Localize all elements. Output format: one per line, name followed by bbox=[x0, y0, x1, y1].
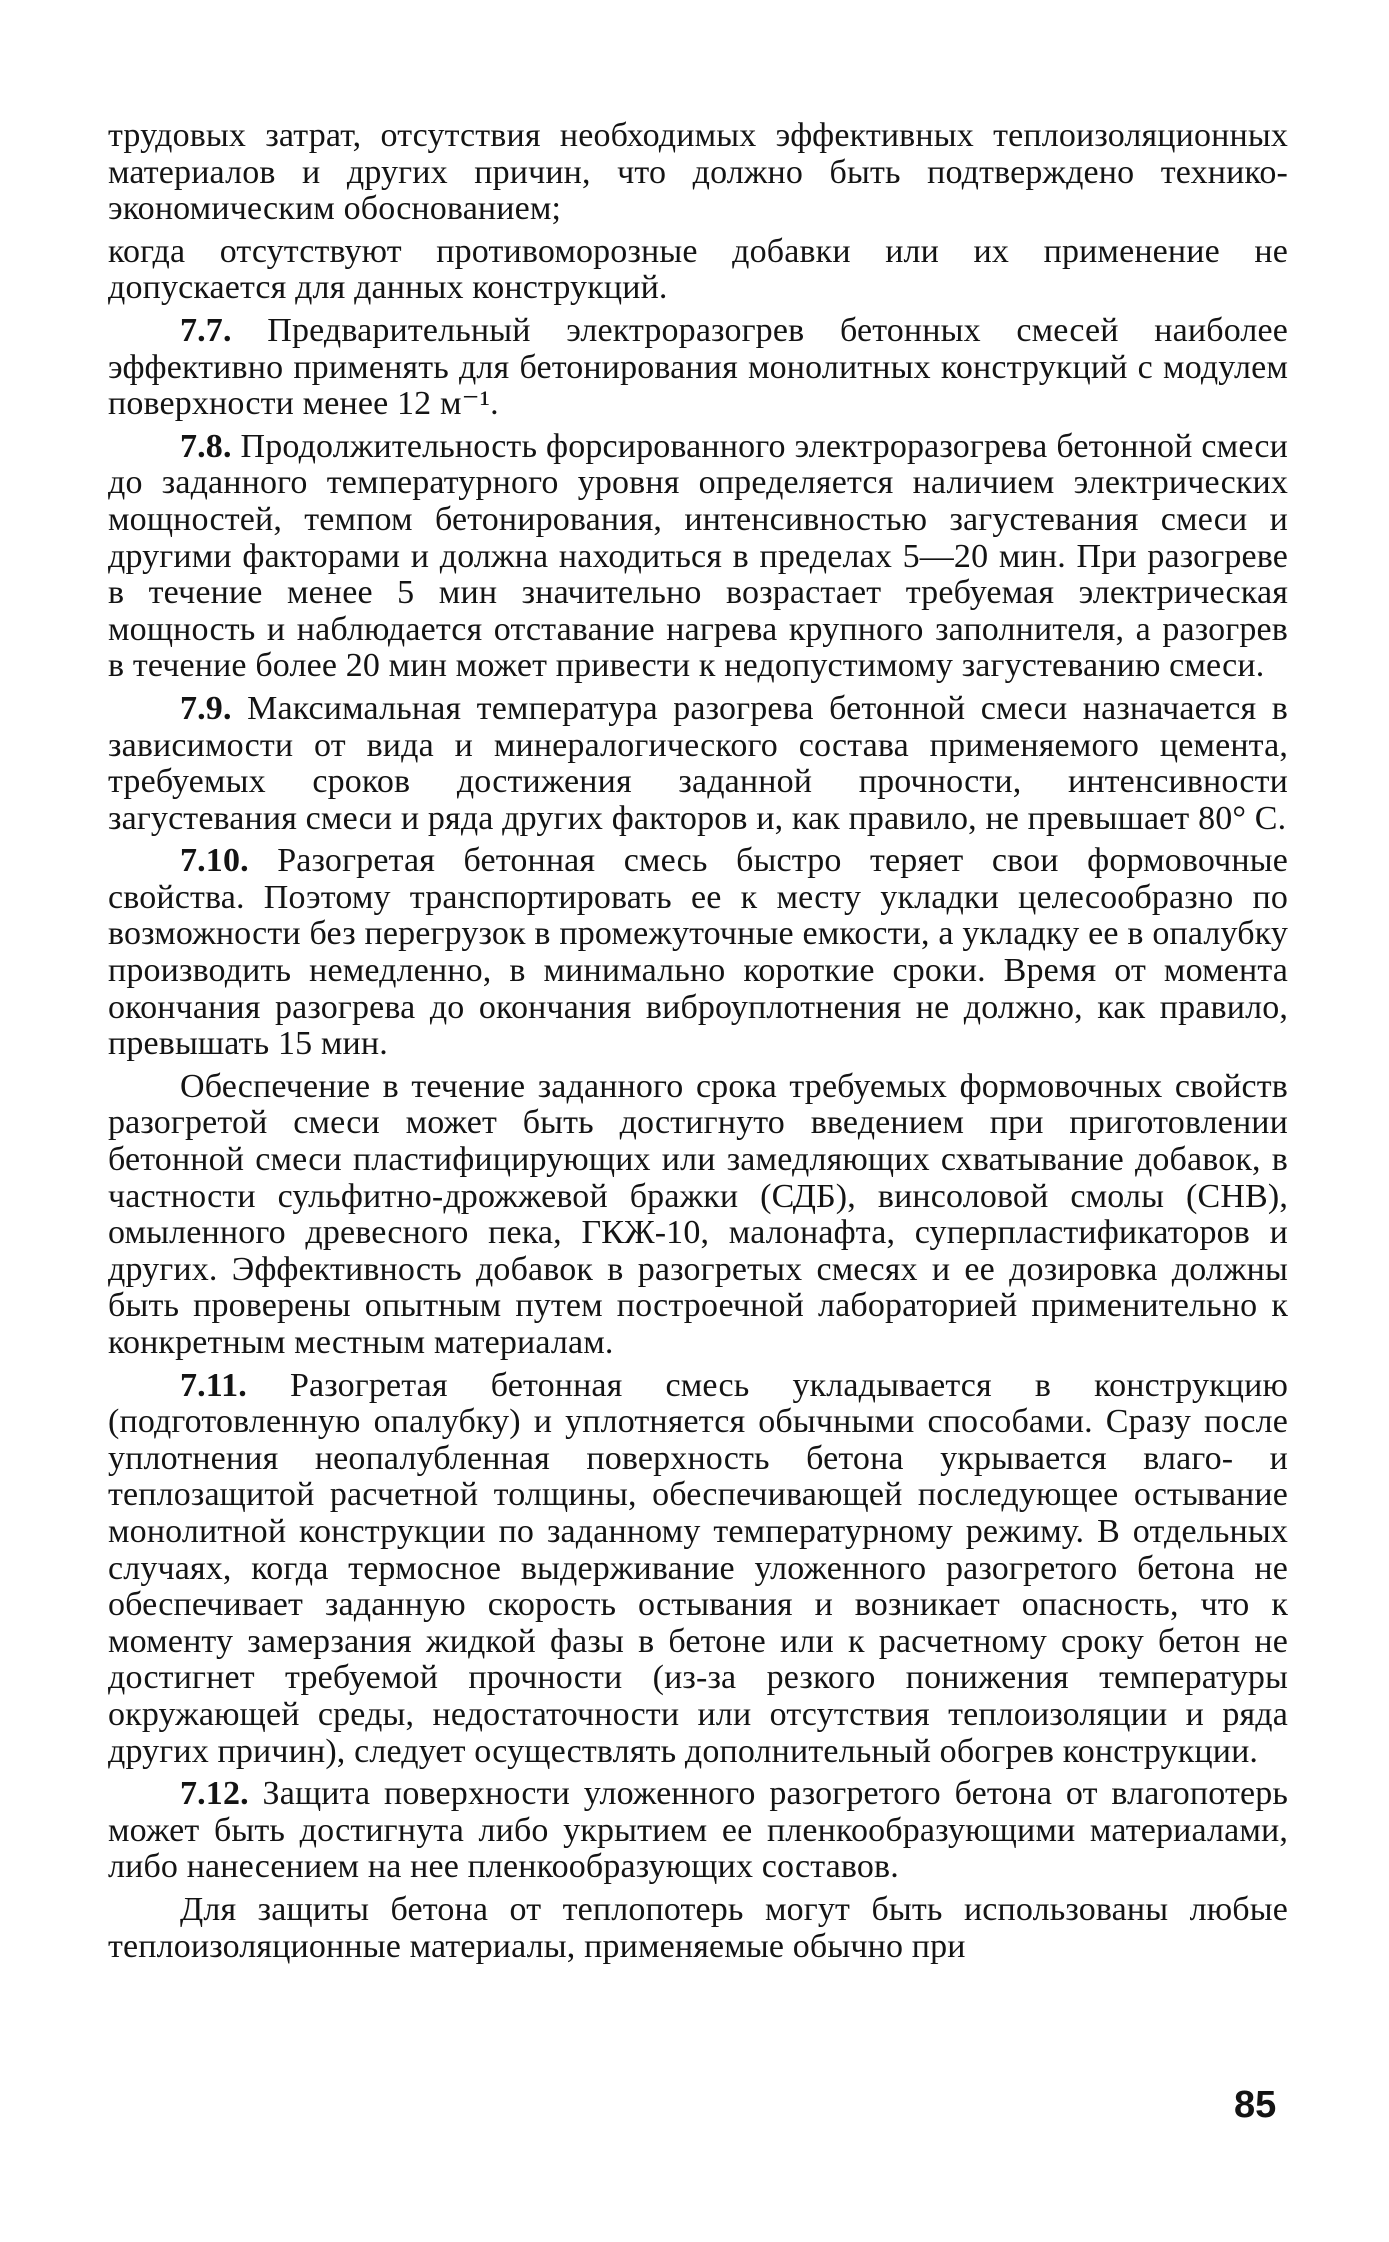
section-number: 7.8. bbox=[180, 427, 232, 465]
paragraph-text: Предварительный электроразогрев бетонных смесей наиболее эффективно применять для бетонирования монолитных конструкций с модулем поверхности менее 12 м⁻¹. bbox=[108, 311, 1288, 423]
paragraph-text: Разогретая бетонная смесь укладывается в конструкцию (подготовленную опалубку) и уплотняется обычными способами. Сразу после уплотнения неопалубленная поверхность бетона укрывается влаго- и теплозащитой расчетной толщины, обеспечивающей последующее остывание монолитной конструкции по заданному температурному режиму. В отдельных случаях, когда термосное выдерживание уложенного разогретого бетона не обеспечивает заданную скорость остывания и возникает опасность, что к моменту замерзания жидкой фазы в бетоне или к расчетному сроку бетон не достигнет требуемой прочности (из-за резкого понижения температуры окружающей среды, недостаточности или отсутствия теплоизоляции и ряда других причин), следует осуществлять дополнительный обогрев конструкции. bbox=[108, 1366, 1288, 1770]
section-number: 7.11. bbox=[180, 1366, 247, 1404]
paragraph-text: Обеспечение в течение заданного срока требуемых формовочных свойств разогретой смеси может быть достигнуто введением при приготовлении бетонной смеси пластифицирующих или замедляющих схватывание добавок, в частности сульфитно-дрожжевой бражки (СДБ), винсоловой смолы (СНВ), омыленного древесного пека, ГКЖ-10, малонафта, суперпластификаторов и других. Эффективность добавок в разогретых смесях и ее дозировка должны быть проверены опытным путем построечной лабораторией применительно к конкретным местным материалам. bbox=[108, 1067, 1288, 1361]
section-number: 7.9. bbox=[180, 689, 232, 727]
section-number: 7.12. bbox=[180, 1775, 249, 1813]
paragraph-7-7 bbox=[108, 313, 1288, 423]
paragraph-continuation bbox=[108, 118, 1288, 228]
body-text bbox=[108, 118, 1288, 1971]
paragraph-7-9 bbox=[108, 691, 1288, 837]
paragraph-text: когда отсутствуют противоморозные добавки или их применение не допускается для данных конструкций. bbox=[108, 232, 1288, 307]
paragraph-7-12 bbox=[108, 1776, 1288, 1886]
paragraph-text: Максимальная температура разогрева бетонной смеси назначается в зависимости от вида и минералогического состава применяемого цемента, требуемых сроков достижения заданной прочности, интенсивности загустевания смеси и ряда других факторов и, как правило, не превышает 80° С. bbox=[108, 689, 1288, 837]
paragraph-text: Продолжительность форсированного электроразогрева бетонной смеси до заданного температурного уровня определяется наличием электрических мощностей, темпом бетонирования, интенсивностью загустевания смеси и другими факторами и должна находиться в пределах 5—20 мин. При разогреве в течение менее 5 мин значительно возрастает требуемая электрическая мощность и наблюдается отставание нагрева крупного заполнителя, а разогрев в течение более 20 мин может привести к недопустимому загустеванию смеси. bbox=[108, 427, 1288, 685]
paragraph-text: Разогретая бетонная смесь быстро теряет свои формовочные свойства. Поэтому транспортировать ее к месту укладки целесообразно по возможности без перегрузок в промежуточные емкости, а укладку ее в опалубку производить немедленно, в минимально короткие сроки. Время от момента окончания разогрева до окончания виброуплотнения не должно, как правило, превышать 15 мин. bbox=[108, 842, 1288, 1063]
paragraph-text: трудовых затрат, отсутствия необходимых эффективных теплоизоляционных материалов и других причин, что должно быть подтверждено технико-экономическим обоснованием; bbox=[108, 117, 1288, 228]
page-number: 85 bbox=[1234, 2084, 1277, 2126]
paragraph-text: Для защиты бетона от теплопотерь могут быть использованы любые теплоизоляционные материалы, применяемые обычно при bbox=[108, 1890, 1288, 1965]
section-number: 7.10. bbox=[180, 842, 249, 880]
paragraph-7-8 bbox=[108, 429, 1288, 685]
paragraph-7-11 bbox=[108, 1368, 1288, 1771]
paragraph-text: Защита поверхности уложенного разогретого бетона от влагопотерь может быть достигнута либо укрытием ее пленкообразующими материалами, либо нанесением на нее пленкообразующих составов. bbox=[108, 1775, 1288, 1886]
paragraph-antifreeze-clause bbox=[108, 234, 1288, 307]
paragraph-7-10 bbox=[108, 843, 1288, 1063]
paragraph-thermal-protection bbox=[108, 1892, 1288, 1965]
paragraph-additives bbox=[108, 1069, 1288, 1362]
section-number: 7.7. bbox=[180, 311, 232, 349]
